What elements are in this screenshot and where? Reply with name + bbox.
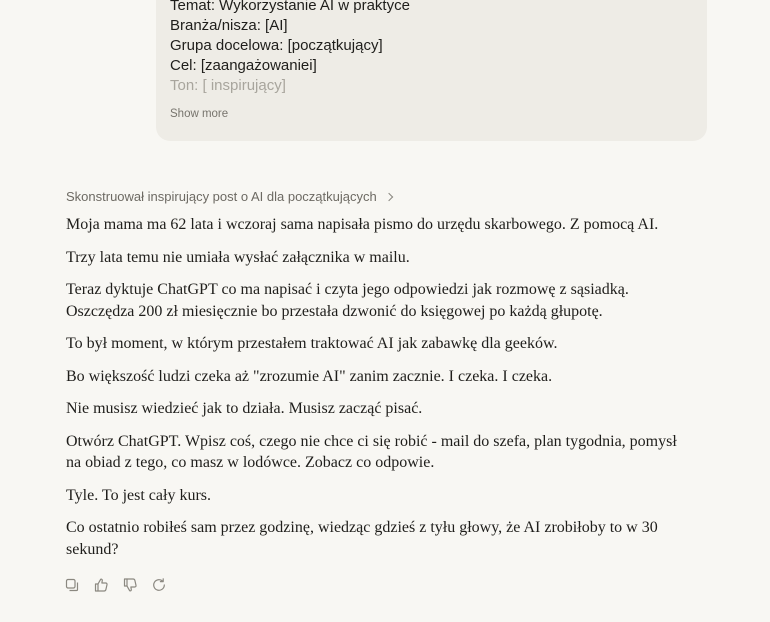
user-message-line: Grupa docelowa: [początkujący] <box>170 37 383 54</box>
response-paragraph: Tyle. To jest cały kurs. <box>66 486 211 504</box>
user-message-line: Temat: Wykorzystanie AI w praktyce <box>170 0 410 14</box>
assistant-response <box>66 214 688 571</box>
response-paragraph: Teraz dyktuje ChatGPT co ma napisać i czyta jego odpowiedzi jak rozmowę z sąsiadką. Oszczędza 200 zł miesięcznie bo przestała dzwonić do księgowej po każdą głupotę. <box>66 281 629 320</box>
user-message-line: Branża/nisza: [AI] <box>170 17 288 34</box>
thumbs-up-icon[interactable] <box>93 577 109 593</box>
response-paragraph: Trzy lata temu nie umiała wysłać załącznika w mailu. <box>66 248 410 266</box>
user-message-bubble <box>156 0 707 141</box>
thought-summary-toggle[interactable] <box>66 189 392 204</box>
response-paragraph: To był moment, w którym przestałem traktować AI jak zabawkę dla geeków. <box>66 335 558 352</box>
show-more-button[interactable]: Show more <box>170 108 229 120</box>
response-paragraph: Co ostatnio robiłeś sam przez godzinę, wiedząc gdzieś z tyłu głowy, że AI zrobiłoby to w 30 sekund? <box>66 519 658 558</box>
thought-summary-text: Skonstruował inspirujący post o AI dla początkujących <box>66 189 377 204</box>
response-paragraph: Bo większość ludzi czeka aż "zrozumie AI" zanim zacznie. I czeka. I czeka. <box>66 367 553 385</box>
response-paragraph: Otwórz ChatGPT. Wpisz coś, czego nie chce ci się robić - mail do szefa, plan tygodnia, pomysł na obiad z tego, co masz w lodówce. Zobacz co odpowie. <box>66 432 677 471</box>
response-paragraph: Nie musisz wiedzieć jak to działa. Musisz zacząć pisać. <box>66 400 423 417</box>
response-paragraph: Moja mama ma 62 lata i wczoraj sama napisała pismo do urzędu skarbowego. Z pomocą AI. <box>66 216 659 233</box>
message-actions <box>64 577 167 593</box>
user-message-line-faded: Ton: [ inspirujący] <box>170 77 286 94</box>
retry-icon[interactable] <box>151 577 167 593</box>
copy-icon[interactable] <box>64 577 80 593</box>
thumbs-down-icon[interactable] <box>122 577 138 593</box>
user-message-line: Cel: [zaangażowaniei] <box>170 57 317 74</box>
chevron-right-icon <box>384 193 392 201</box>
